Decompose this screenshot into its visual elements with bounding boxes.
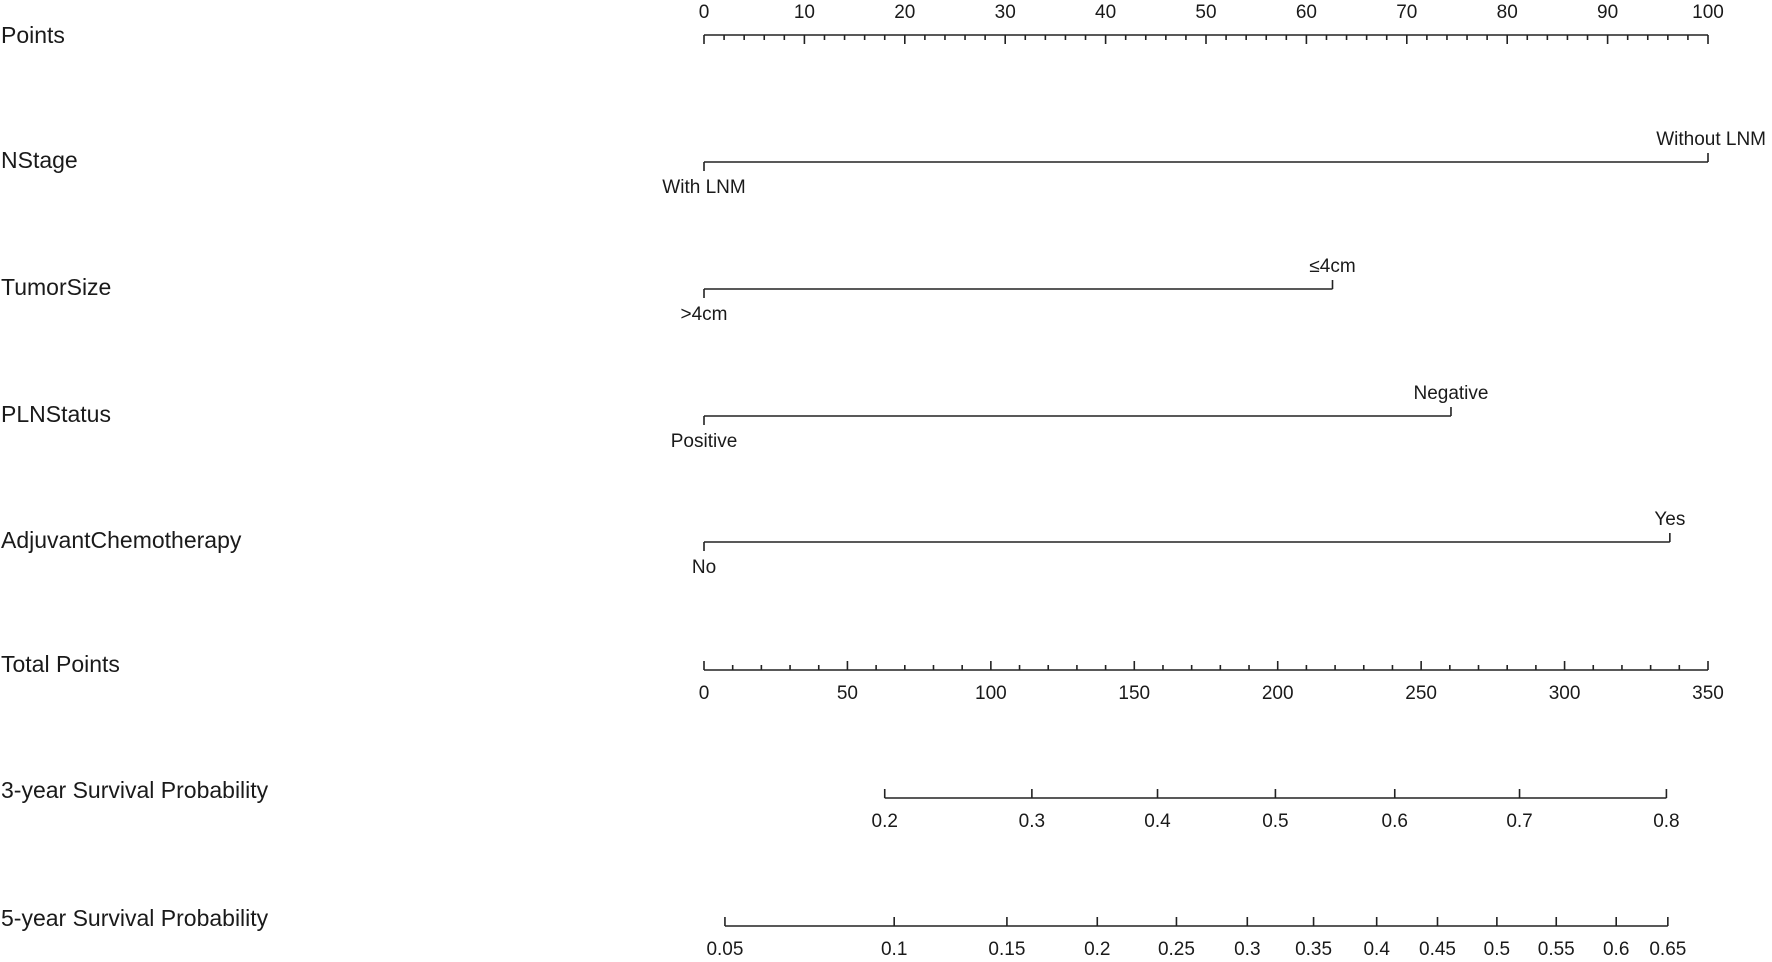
- survival-5yr-tick-label: 0.2: [1084, 939, 1111, 960]
- total-points-tick-label: 300: [1548, 683, 1581, 704]
- survival-3yr-tick-label: 0.5: [1262, 811, 1289, 832]
- survival-3yr-tick-label: 0.6: [1381, 811, 1408, 832]
- survival-5yr-tick-label: 0.55: [1537, 939, 1575, 960]
- tumorsize-level-label: >4cm: [680, 304, 728, 325]
- survival-3yr-row-label: 3-year Survival Probability: [1, 777, 269, 803]
- total-points-tick-label: 200: [1261, 683, 1294, 704]
- points-tick-label: 50: [1195, 2, 1217, 23]
- survival-5yr-tick-label: 0.15: [988, 939, 1026, 960]
- survival-probability-axes: [1, 777, 1686, 960]
- predictor-variables: [1, 129, 1766, 578]
- survival-5yr-tick-label: 0.4: [1363, 939, 1390, 960]
- total-points-tick-label: 250: [1405, 683, 1437, 704]
- survival-3yr-tick-label: 0.7: [1506, 811, 1533, 832]
- tumorsize-row-label: TumorSize: [1, 274, 112, 300]
- survival-5yr-tick-label: 0.65: [1649, 939, 1687, 960]
- tumorsize-level-label: ≤4cm: [1309, 256, 1356, 277]
- total-points-axis: [1, 651, 1724, 704]
- points-tick-label: 100: [1692, 2, 1724, 23]
- points-tick-label: 70: [1396, 2, 1418, 23]
- survival-5yr-tick-label: 0.25: [1157, 939, 1195, 960]
- total-points-tick-label: 50: [836, 683, 858, 704]
- survival-5yr-row-label: 5-year Survival Probability: [1, 905, 269, 931]
- survival-5yr-tick-label: 0.5: [1483, 939, 1511, 960]
- plnstatus-level-label: Positive: [670, 431, 738, 452]
- survival-3yr-tick-label: 0.2: [871, 811, 898, 832]
- points-axis: [1, 2, 1724, 48]
- nstage-level-label: Without LNM: [1656, 129, 1766, 150]
- nstage-row-label: NStage: [1, 147, 78, 173]
- plnstatus-row-label: PLNStatus: [1, 401, 111, 427]
- total-points-tick-label: 150: [1118, 683, 1151, 704]
- points-tick-label: 40: [1095, 2, 1117, 23]
- total-points-tick-label: 350: [1692, 683, 1724, 704]
- survival-3yr-tick-label: 0.4: [1144, 811, 1171, 832]
- total-points-tick-label: 100: [975, 683, 1007, 704]
- plnstatus-level-label: Negative: [1413, 383, 1489, 404]
- adjuvantchemotherapy-level-label: No: [691, 557, 717, 578]
- points-tick-label: 10: [793, 2, 815, 23]
- adjuvantchemotherapy-row-label: AdjuvantChemotherapy: [1, 527, 242, 553]
- survival-5yr-tick-label: 0.3: [1234, 939, 1261, 960]
- survival-5yr-tick-label: 0.05: [706, 939, 744, 960]
- points-row-label: Points: [1, 22, 65, 48]
- points-tick-label: 0: [698, 2, 710, 23]
- points-tick-label: 60: [1295, 2, 1317, 23]
- survival-5yr-tick-label: 0.1: [880, 939, 908, 960]
- total-points-tick-label: 0: [698, 683, 710, 704]
- points-tick-label: 20: [894, 2, 916, 23]
- total-points-row-label: Total Points: [1, 651, 120, 677]
- points-tick-label: 80: [1496, 2, 1518, 23]
- survival-5yr-tick-label: 0.35: [1295, 939, 1333, 960]
- survival-5yr-tick-label: 0.6: [1602, 939, 1630, 960]
- nstage-level-label: With LNM: [662, 177, 746, 198]
- points-tick-label: 30: [994, 2, 1016, 23]
- survival-3yr-tick-label: 0.8: [1653, 811, 1680, 832]
- survival-3yr-tick-label: 0.3: [1018, 811, 1046, 832]
- adjuvantchemotherapy-level-label: Yes: [1654, 509, 1686, 530]
- points-tick-label: 90: [1597, 2, 1619, 23]
- survival-5yr-tick-label: 0.45: [1419, 939, 1456, 960]
